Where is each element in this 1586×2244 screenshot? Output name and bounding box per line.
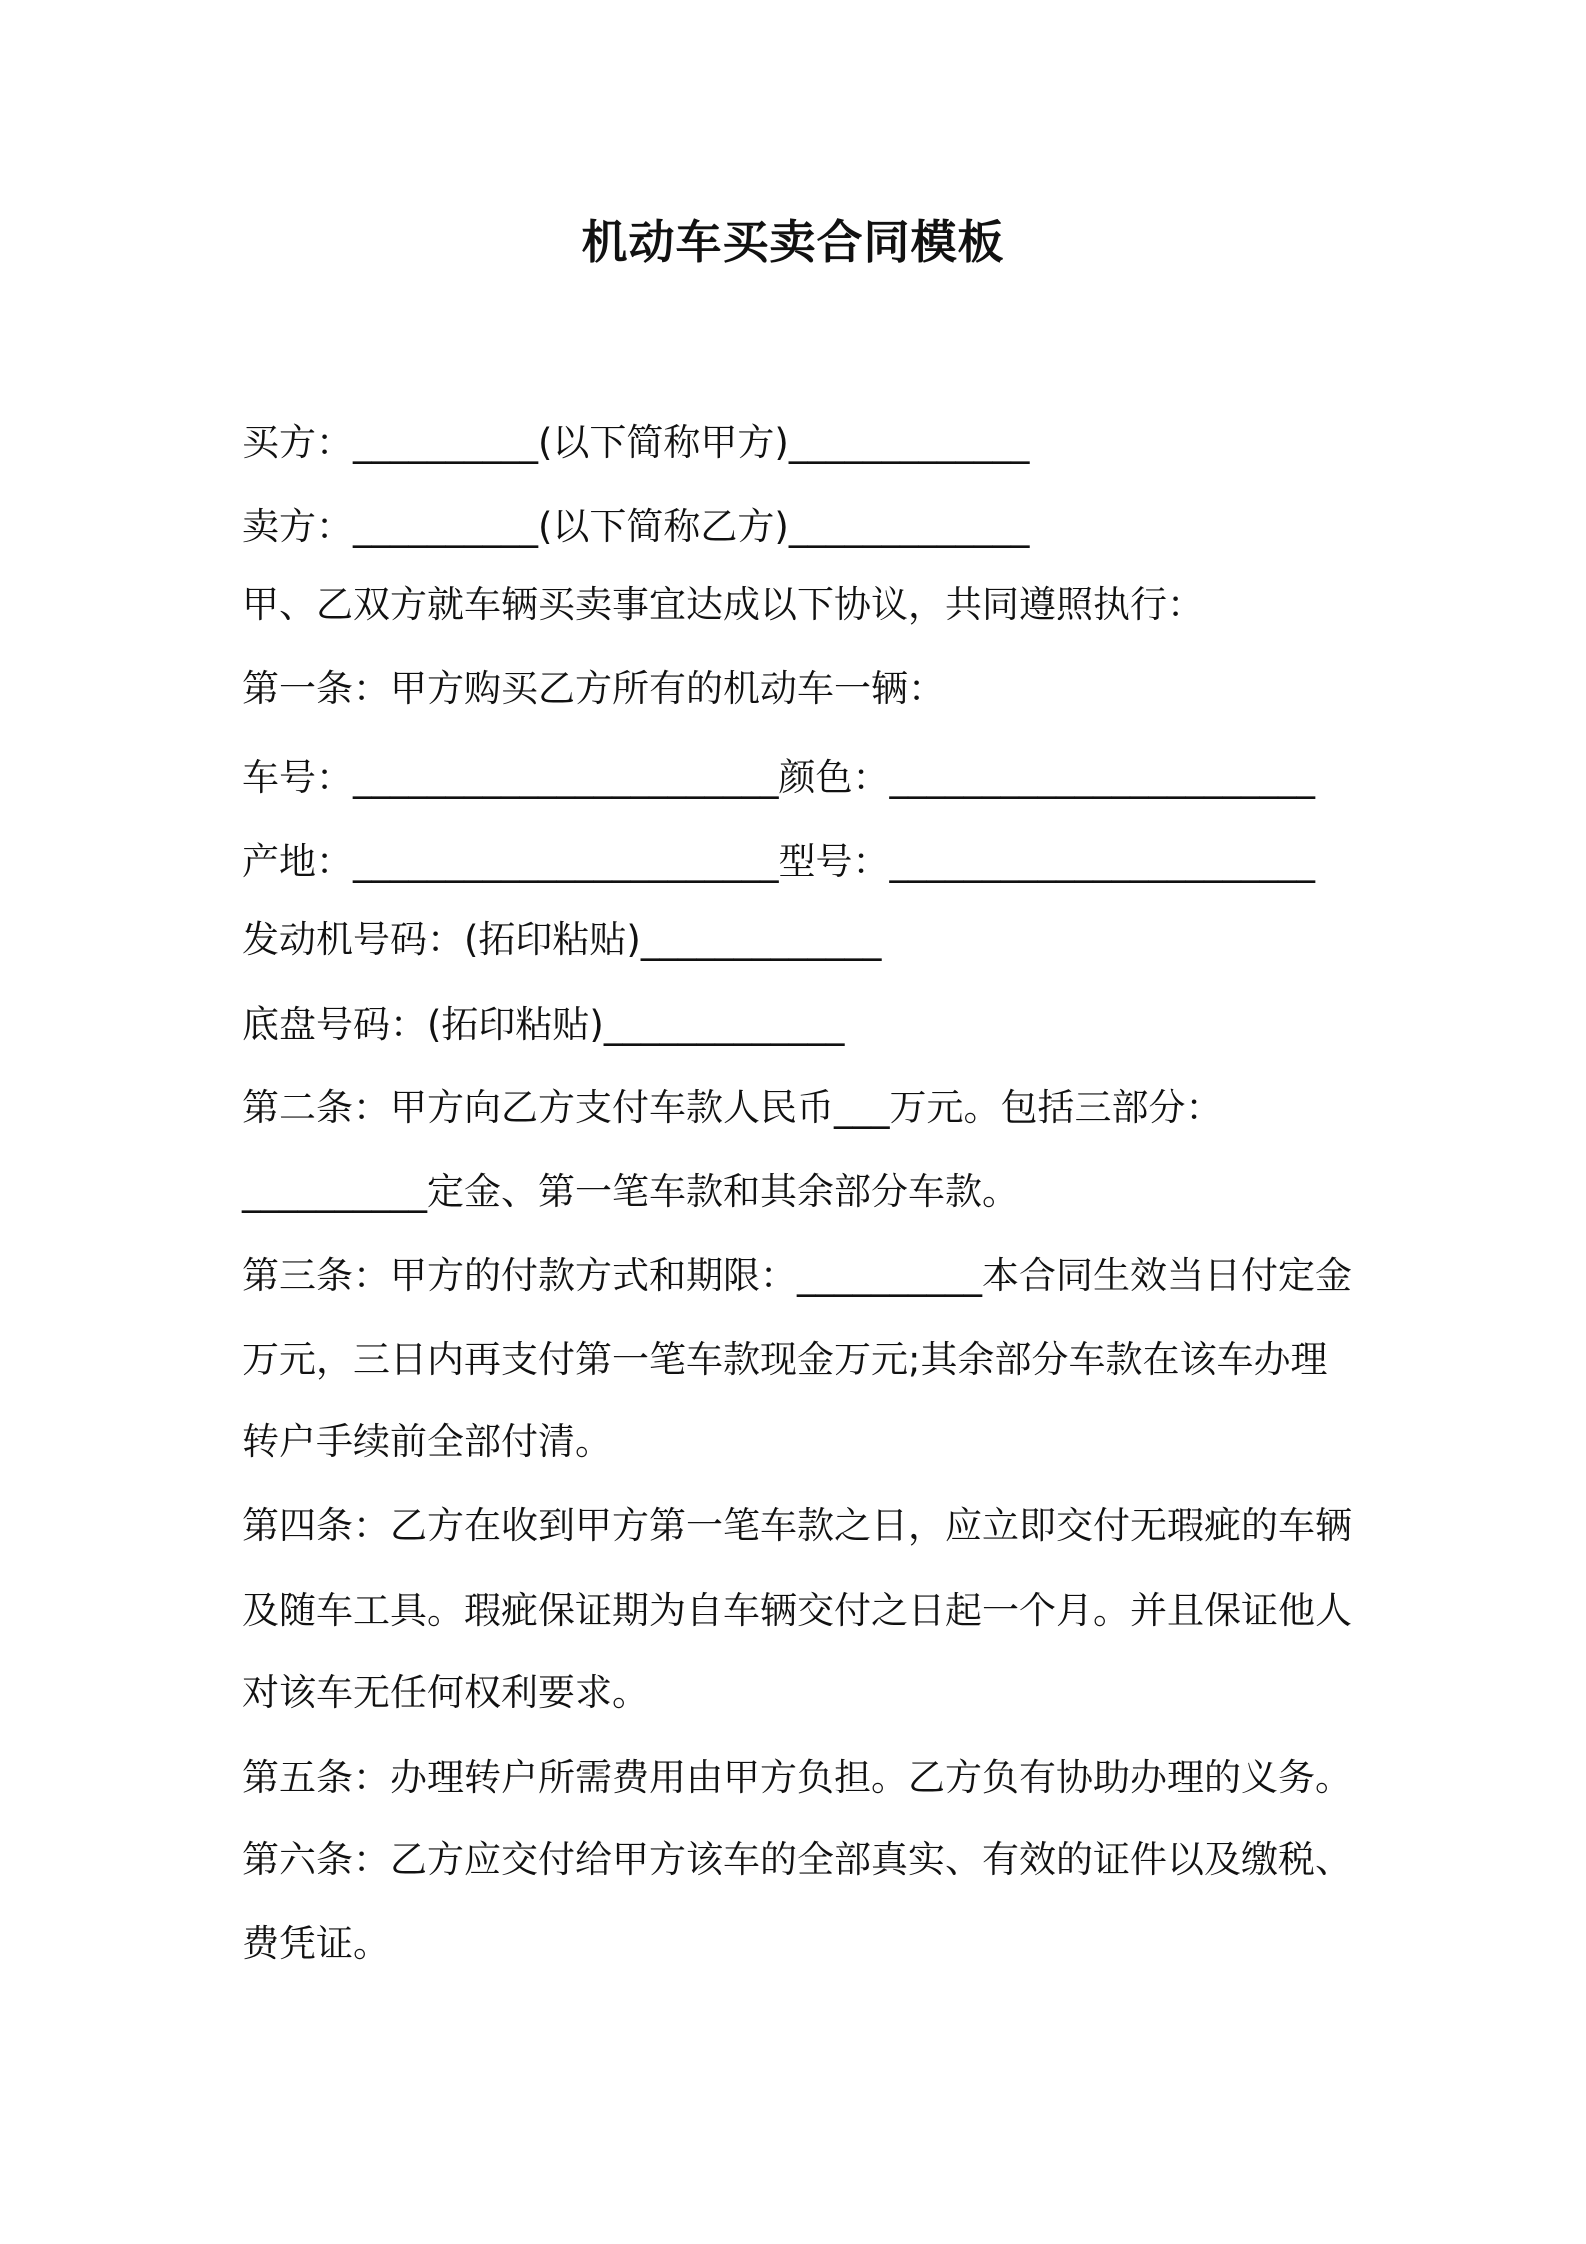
- seller-line: 卖方：__________(以下简称乙方)_____________: [242, 505, 1030, 548]
- article-6-continued: 费凭证。: [242, 1922, 390, 1965]
- buyer-line: 买方：__________(以下简称甲方)_____________: [242, 421, 1030, 464]
- article-3-continued-2: 转户手续前全部付清。: [242, 1420, 612, 1463]
- agreement-intro: 甲、乙双方就车辆买卖事宜达成以下协议，共同遵照执行：: [242, 583, 1204, 626]
- article-6: 第六条：乙方应交付给甲方该车的全部真实、有效的证件以及缴税、: [242, 1838, 1352, 1881]
- article-3-continued-1: 万元，三日内再支付第一笔车款现金万元;其余部分车款在该车办理: [242, 1338, 1328, 1381]
- article-3: 第三条：甲方的付款方式和期限：__________本合同生效当日付定金: [242, 1254, 1352, 1297]
- article-4-continued-2: 对该车无任何权利要求。: [242, 1671, 649, 1714]
- article-2-continued: __________定金、第一笔车款和其余部分车款。: [242, 1170, 1019, 1213]
- article-1: 第一条：甲方购买乙方所有的机动车一辆：: [242, 667, 945, 710]
- plate-color-line: 车号：_______________________颜色：_______________________: [242, 756, 1315, 799]
- article-4: 第四条：乙方在收到甲方第一笔车款之日，应立即交付无瑕疵的车辆: [242, 1504, 1352, 1547]
- engine-number-line: 发动机号码：(拓印粘贴)_____________: [242, 918, 882, 961]
- origin-model-line: 产地：_______________________型号：_______________________: [242, 840, 1315, 883]
- chassis-number-line: 底盘号码：(拓印粘贴)_____________: [242, 1003, 845, 1046]
- article-4-continued-1: 及随车工具。瑕疵保证期为自车辆交付之日起一个月。并且保证他人: [242, 1589, 1352, 1632]
- document-title: 机动车买卖合同模板: [581, 215, 1005, 269]
- article-5: 第五条：办理转户所需费用由甲方负担。乙方负有协助办理的义务。: [242, 1756, 1352, 1799]
- article-2: 第二条：甲方向乙方支付车款人民币___万元。包括三部分：: [242, 1086, 1223, 1129]
